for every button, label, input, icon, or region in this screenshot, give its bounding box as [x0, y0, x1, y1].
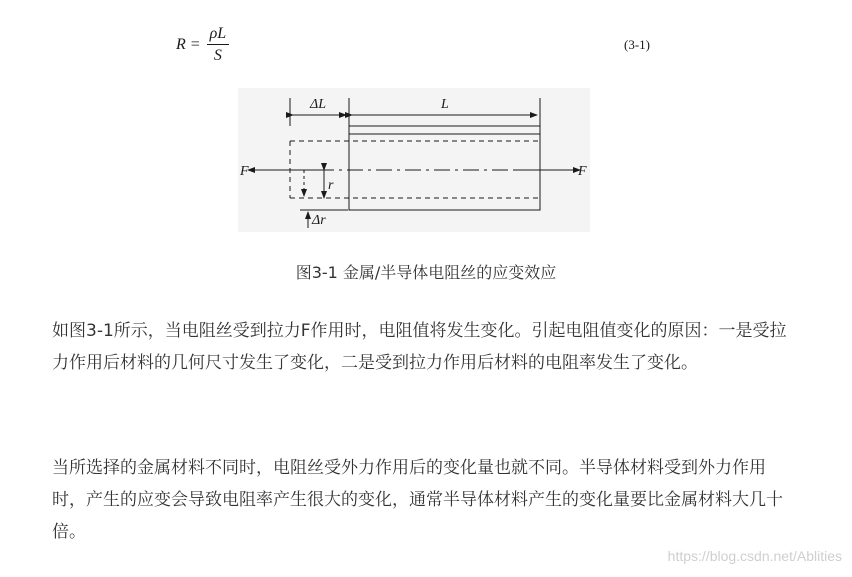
label-force-left: F: [240, 164, 249, 179]
resistance-formula: [176, 26, 229, 64]
original-wire: [349, 126, 540, 210]
equation-number: (3-1): [624, 37, 650, 52]
strain-diagram: [238, 88, 590, 232]
formula-denominator: S: [213, 47, 222, 64]
label-delta-r: Δr: [312, 213, 326, 228]
paragraph-material-difference: 当所选择的金属材料不同时，电阻丝受外力作用后的变化量也就不同。半导体材料受到外力作用时，产生的应变会导致电阻率产生很大的变化，通常半导体材料产生的变化量要比金属材料大几十倍。: [52, 458, 783, 542]
label-length: L: [441, 97, 449, 112]
label-delta-l: ΔL: [310, 97, 327, 112]
label-force-right: F: [578, 164, 587, 179]
label-radius: r: [328, 178, 334, 193]
paragraph-resistance-change: 如图3-1所示，当电阻丝受到拉力F作用时，电阻值将发生变化。引起电阻值变化的原因：一是受拉力作用后材料的几何尺寸发生了变化，二是受到拉力作用后材料的电阻率发生了变化。: [52, 321, 787, 373]
formula-lhs: R =: [176, 36, 201, 53]
figure-caption: 图3-1 金属/半导体电阻丝的应变效应: [295, 263, 557, 282]
formula-numerator: ρL: [207, 26, 230, 45]
strain-effect-figure: [238, 88, 590, 232]
formula-fraction: [207, 26, 230, 64]
watermark: https://blog.csdn.net/Ablities: [667, 548, 842, 564]
